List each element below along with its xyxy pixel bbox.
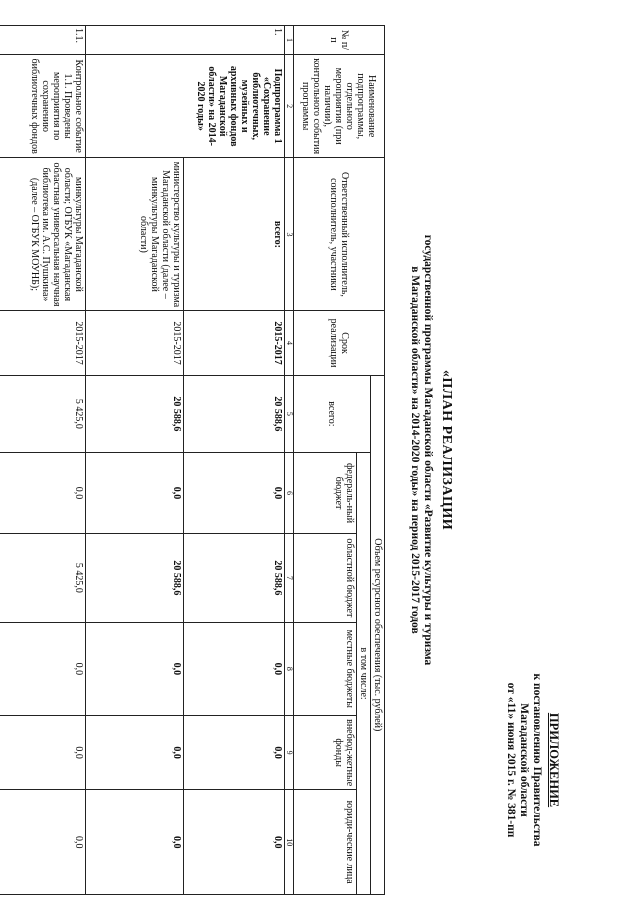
row-local: 0,0 (184, 622, 285, 715)
table-row (184, 26, 285, 895)
appendix-block (504, 630, 560, 890)
plan-title: «ПЛАН РЕАЛИЗАЦИИ (439, 369, 454, 531)
header-name: Наименование подпрограммы, отдельного мероприятия (при наличии), контрольного события программы (294, 54, 385, 157)
col-number: 5 (285, 375, 294, 453)
row-total: 20 588,6 (184, 375, 285, 453)
row-name: Подпрограмма 1 «Сохранение библиотечных, музейных и архивных фондов Магаданской области» на 2014-2020 годы» (86, 54, 285, 157)
appendix-line-1: к постановлению Правительства (531, 673, 543, 847)
plan-table (0, 25, 385, 895)
row-executor: министерство культуры и туризма Магаданской области (далее – минкультуры Магаданской области) (86, 158, 184, 311)
row-total: 20 588,6 (86, 375, 184, 453)
header-total: всего: (294, 375, 371, 453)
row-num: 1.1. (0, 26, 86, 55)
row-term: 2015-2017 (86, 311, 184, 375)
row-legal: 0,0 (184, 790, 285, 895)
row-local: 0,0 (86, 622, 184, 715)
col-number: 3 (285, 158, 294, 311)
row-name: Контрольное событие 1.1. Проведены мероприятия по сохранению библиотечных фондов (0, 54, 86, 157)
col-number: 7 (285, 533, 294, 622)
header-local: местные бюджеты (294, 622, 357, 715)
row-regional: 20 588,6 (184, 533, 285, 622)
header-funding: Объем ресурсного обеспечения (тыс. рублей) (371, 375, 385, 894)
row-legal: 0,0 (86, 790, 184, 895)
row-total: 5 425,0 (0, 375, 86, 453)
row-executor: всего: (184, 158, 285, 311)
header-num: № п/п (294, 26, 385, 55)
col-number: 2 (285, 54, 294, 157)
row-term: 2015-2017 (184, 311, 285, 375)
row-local: 0,0 (0, 622, 86, 715)
header-extra: внебюд-жетные фонды (294, 715, 357, 789)
row-regional: 5 425,0 (0, 533, 86, 622)
header-incl: в том числе: (357, 453, 371, 895)
header-term: Срок реализации (294, 311, 385, 375)
row-num: 1. (86, 26, 285, 55)
header-legal: юриди-ческие лица (294, 790, 357, 895)
row-federal: 0,0 (184, 453, 285, 534)
header-federal: федераль-ный бюджет (294, 453, 357, 534)
plan-subtitle-line-2: в Магаданской области» на 2014-2020 годы» на период 2015-2017 годов (409, 266, 421, 634)
col-number: 9 (285, 715, 294, 789)
row-federal: 0,0 (0, 453, 86, 534)
row-term: 2015-2017 (0, 311, 86, 375)
col-number: 8 (285, 622, 294, 715)
row-extra: 0,0 (0, 715, 86, 789)
appendix-line-3: от «11» июня 2015 г. № 381-пп (505, 682, 517, 838)
row-executor: минкультуры Магаданской области; ОГБУК «Магаданская областная универсальная научная библиотека им. А.С. Пушкина» (далее – ОГБУК МОУНБ); (0, 158, 86, 311)
row-legal: 0,0 (0, 790, 86, 895)
column-numbers-row (285, 26, 294, 895)
col-number: 1 (285, 26, 294, 55)
header-row-1 (371, 26, 385, 895)
row-federal: 0,0 (86, 453, 184, 534)
table-row (0, 26, 86, 895)
col-number: 4 (285, 311, 294, 375)
appendix-line-2: Магаданской области (518, 703, 530, 817)
row-regional: 20 588,6 (86, 533, 184, 622)
col-number: 6 (285, 453, 294, 534)
row-extra: 0,0 (86, 715, 184, 789)
col-number: 10 (285, 790, 294, 895)
appendix-heading: ПРИЛОЖЕНИЕ (547, 712, 561, 808)
plan-subtitle (408, 40, 434, 860)
plan-subtitle-line-1: государственной программы Магаданской области «Развитие культуры и туризма (422, 234, 434, 666)
header-regional: областной бюджет (294, 533, 357, 622)
header-executor: Ответственный исполнитель, соисполнитель, участники (294, 158, 385, 311)
row-extra: 0,0 (184, 715, 285, 789)
